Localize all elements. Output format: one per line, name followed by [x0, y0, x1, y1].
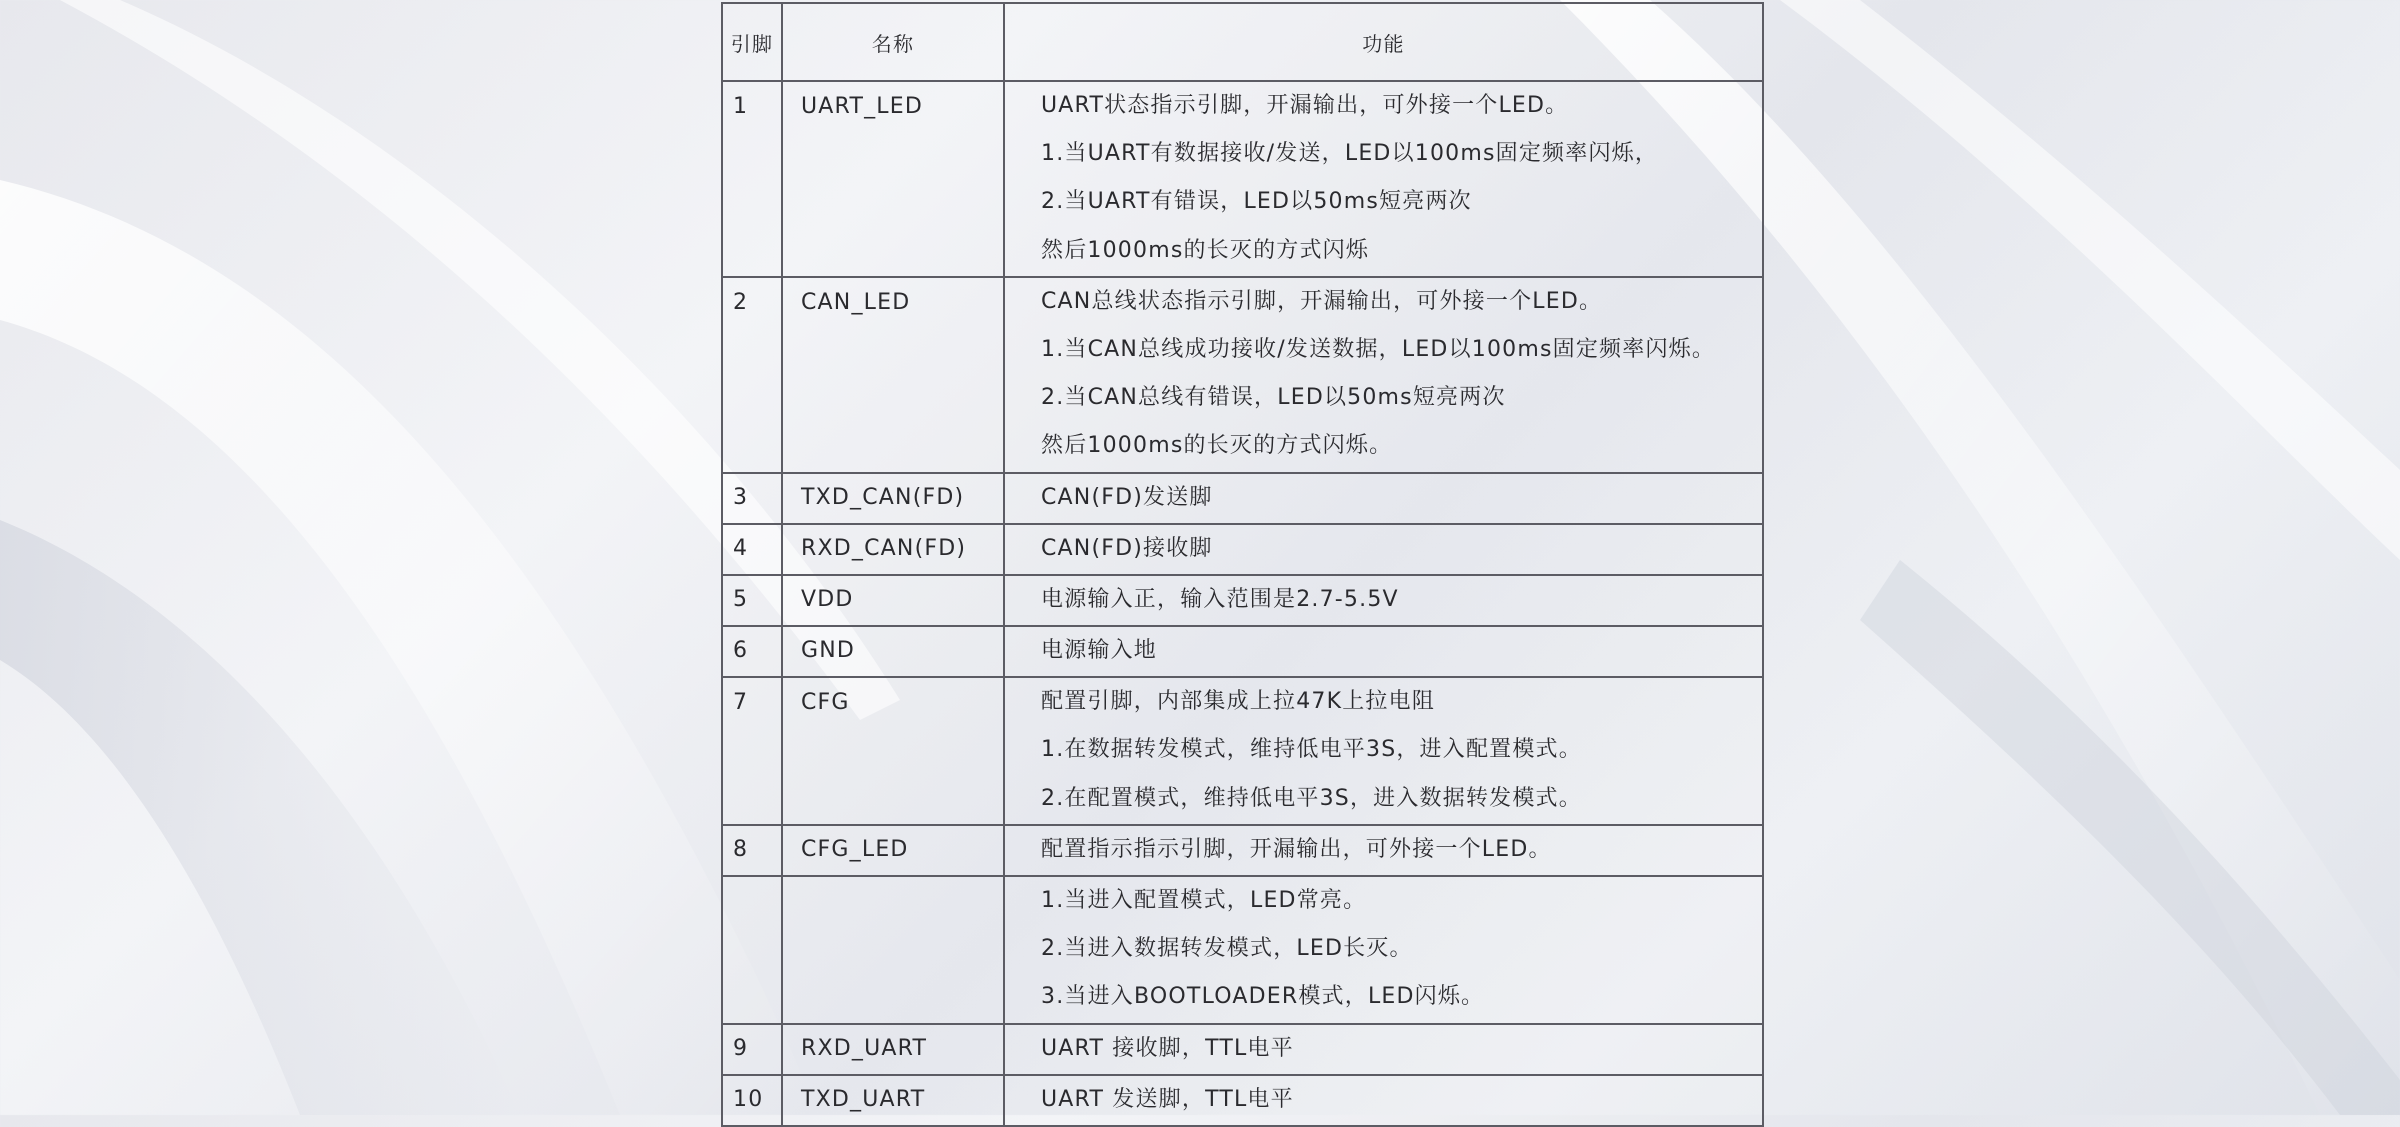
- pin-function-cell: [1004, 876, 1763, 1024]
- table-row: [722, 876, 1763, 1024]
- pin-number-cell: 8: [722, 825, 782, 876]
- function-line: 配置引脚，内部集成上拉47K上拉电阻: [1041, 689, 1436, 715]
- pin-number-cell: 5: [722, 575, 782, 626]
- function-line: 2.当CAN总线有错误，LED以50ms短亮两次: [1041, 385, 1506, 411]
- function-line: UART状态指示引脚，开漏输出，可外接一个LED。: [1041, 93, 1569, 118]
- pin-name-cell: RXD_UART: [782, 1024, 1004, 1075]
- pin-number-cell: 6: [722, 626, 782, 677]
- table-row: [722, 575, 1763, 626]
- pin-name-cell: CFG: [782, 677, 1004, 825]
- function-line: 1.当UART有数据接收/发送，LED以100ms固定频率闪烁，: [1041, 141, 1659, 167]
- function-line: 2.在配置模式，维持低电平3S，进入数据转发模式。: [1041, 785, 1582, 811]
- pin-name-cell: CFG_LED: [782, 825, 1004, 876]
- pin-name-cell: CAN_LED: [782, 277, 1004, 473]
- pin-number-cell: 10: [722, 1075, 782, 1126]
- pin-name-cell: [782, 876, 1004, 1024]
- function-line: 电源输入正，输入范围是2.7-5.5V: [1041, 586, 1399, 612]
- table-row: [722, 81, 1763, 277]
- pin-number-cell: 9: [722, 1024, 782, 1075]
- header-pin: 引脚: [722, 3, 782, 81]
- function-line: 配置指示指示引脚，开漏输出，可外接一个LED。: [1041, 836, 1552, 862]
- header-name: 名称: [782, 3, 1004, 81]
- function-line: CAN(FD)发送脚: [1041, 484, 1213, 510]
- table-row: [722, 524, 1763, 575]
- pin-number-cell: 3: [722, 473, 782, 524]
- function-line: CAN总线状态指示引脚，开漏输出，可外接一个LED。: [1041, 288, 1603, 314]
- pin-number-cell: 7: [722, 677, 782, 825]
- function-line: UART 接收脚，TTL电平: [1041, 1035, 1294, 1061]
- pin-number-cell: [722, 876, 782, 1024]
- table-header-row: [722, 3, 1763, 81]
- pin-function-cell: [1004, 1024, 1763, 1075]
- pin-function-cell: [1004, 1075, 1763, 1126]
- pin-function-cell: [1004, 473, 1763, 524]
- table-row: [722, 473, 1763, 524]
- pin-function-cell: [1004, 81, 1763, 277]
- table-row: [722, 677, 1763, 825]
- pin-name-cell: UART_LED: [782, 81, 1004, 277]
- table-row: [722, 1075, 1763, 1126]
- pin-name-cell: RXD_CAN(FD): [782, 524, 1004, 575]
- pin-name-cell: TXD_CAN(FD): [782, 473, 1004, 524]
- function-line: 1.当CAN总线成功接收/发送数据，LED以100ms固定频率闪烁。: [1041, 336, 1716, 362]
- pin-function-cell: [1004, 626, 1763, 677]
- header-function: 功能: [1004, 3, 1763, 81]
- function-line: 电源输入地: [1041, 638, 1158, 664]
- pin-name-cell: GND: [782, 626, 1004, 677]
- function-line: UART 发送脚，TTL电平: [1041, 1086, 1294, 1112]
- table-row: [722, 1024, 1763, 1075]
- function-line: 3.当进入BOOTLOADER模式，LED闪烁。: [1041, 984, 1485, 1010]
- table-row: [722, 277, 1763, 473]
- function-line: 2.当进入数据转发模式，LED长灭。: [1041, 936, 1413, 962]
- pin-function-table: [721, 2, 1764, 1127]
- function-line: 2.当UART有错误，LED以50ms短亮两次: [1041, 189, 1472, 215]
- pin-function-cell: [1004, 575, 1763, 626]
- function-line: CAN(FD)接收脚: [1041, 535, 1213, 561]
- pin-number-cell: 1: [722, 81, 782, 277]
- table-row: [722, 825, 1763, 876]
- pin-number-cell: 2: [722, 277, 782, 473]
- table-row: [722, 626, 1763, 677]
- function-line: 然后1000ms的长灭的方式闪烁。: [1041, 433, 1393, 459]
- pin-function-cell: [1004, 277, 1763, 473]
- function-line: 1.当进入配置模式，LED常亮。: [1041, 888, 1367, 913]
- function-line: 1.在数据转发模式，维持低电平3S，进入配置模式。: [1041, 737, 1582, 763]
- pin-number-cell: 4: [722, 524, 782, 575]
- pin-name-cell: VDD: [782, 575, 1004, 626]
- pin-function-cell: [1004, 825, 1763, 876]
- function-line: 然后1000ms的长灭的方式闪烁: [1041, 237, 1370, 263]
- pin-function-cell: [1004, 524, 1763, 575]
- table-body: [722, 81, 1763, 1126]
- pin-name-cell: TXD_UART: [782, 1075, 1004, 1126]
- pin-function-cell: [1004, 677, 1763, 825]
